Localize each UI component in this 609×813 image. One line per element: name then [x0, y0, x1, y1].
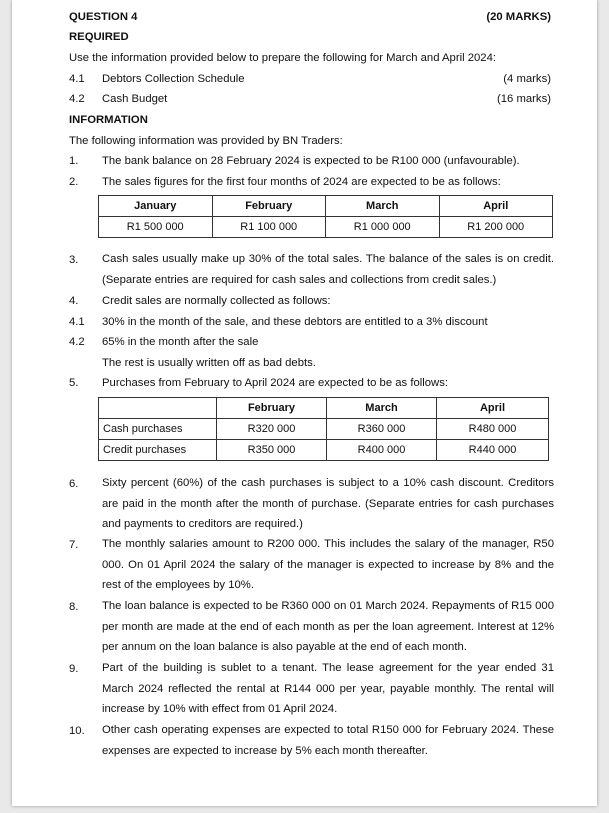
information-heading: INFORMATION	[69, 114, 148, 126]
required-item-marks: (16 marks)	[497, 93, 551, 105]
item-text: 65% in the month after the sale	[102, 336, 259, 348]
required-item-num: 4.2	[69, 93, 85, 105]
item-number: 3.	[69, 254, 79, 266]
item-number: 4.2	[69, 336, 85, 348]
sales-value: R1 100 000	[212, 217, 326, 238]
sales-header: April	[439, 196, 553, 217]
item-number: 8.	[69, 601, 79, 613]
table-row	[99, 419, 549, 440]
sales-value: R1 500 000	[99, 217, 213, 238]
sales-header: February	[212, 196, 326, 217]
item-text: The monthly salaries amount to R200 000. This includes the salary of the manager, R50 000. On 01 April 2024 the salary of the manager is expected to increase by 8% and the rest of the employees by 10%.	[102, 538, 554, 592]
sales-header: January	[99, 196, 213, 217]
purchases-table	[98, 397, 549, 461]
purchases-header: April	[437, 398, 549, 419]
required-intro: Use the information provided below to prepare the following for March and April 2024:	[69, 52, 497, 64]
required-item-num: 4.1	[69, 73, 85, 85]
purchases-value: R320 000	[217, 419, 327, 440]
question-marks: (20 MARKS)	[486, 11, 551, 23]
item-number: 1.	[69, 155, 79, 167]
purchases-value: R350 000	[217, 440, 327, 461]
item-number: 9.	[69, 663, 79, 675]
item-text: The sales figures for the first four months of 2024 are expected to be as follows:	[102, 176, 501, 188]
item-text: 30% in the month of the sale, and these debtors are entitled to a 3% discount	[102, 316, 488, 328]
item-text: Part of the building is sublet to a tenant. The lease agreement for the year ended 31 March 2024 reflected the rental at R144 000 per year, payable monthly. The rental will increase by 10% with effect from 01 April 2024.	[102, 662, 554, 716]
item-text: Credit sales are normally collected as follows:	[102, 295, 331, 307]
purchases-value: R360 000	[327, 419, 437, 440]
sales-header: March	[326, 196, 440, 217]
purchases-value: R480 000	[437, 419, 549, 440]
required-item-marks: (4 marks)	[503, 73, 551, 85]
purchases-value: R440 000	[437, 440, 549, 461]
required-item-label: Cash Budget	[102, 93, 168, 105]
table-row	[99, 440, 549, 461]
purchases-row-label: Credit purchases	[99, 440, 217, 461]
information-intro: The following information was provided by BN Traders:	[69, 135, 343, 147]
item-text: The bank balance on 28 February 2024 is expected to be R100 000 (unfavourable).	[102, 155, 520, 167]
item-number: 4.	[69, 295, 79, 307]
purchases-header	[99, 398, 217, 419]
purchases-value: R400 000	[327, 440, 437, 461]
item-number: 6.	[69, 478, 79, 490]
item-number: 10.	[69, 725, 85, 737]
item-text: Other cash operating expenses are expected to total R150 000 for February 2024. These expenses are expected to increase by 5% each month thereafter.	[102, 724, 554, 757]
item-text: Purchases from February to April 2024 are expected to be as follows:	[102, 377, 448, 389]
item-text: The rest is usually written off as bad debts.	[102, 357, 316, 369]
item-text: Sixty percent (60%) of the cash purchases is subject to a 10% cash discount. Creditors are paid in the month after the month of purchase. (Separate entries for cash purchases and payments to creditors are required.)	[102, 477, 554, 531]
sales-table	[98, 195, 553, 238]
item-number: 4.1	[69, 316, 85, 328]
item-text: The loan balance is expected to be R360 000 on 01 March 2024. Repayments of R15 000 per month are made at the end of each month as per the loan agreement. Interest at 12% per annum on the loan balance is also payable at the end of each month.	[102, 600, 554, 654]
item-number: 5.	[69, 377, 79, 389]
purchases-header: March	[327, 398, 437, 419]
purchases-row-label: Cash purchases	[99, 419, 217, 440]
required-heading: REQUIRED	[69, 31, 129, 43]
item-number: 2.	[69, 176, 79, 188]
sales-value: R1 200 000	[439, 217, 553, 238]
question-title: QUESTION 4	[69, 11, 138, 23]
sales-value: R1 000 000	[326, 217, 440, 238]
item-text: Cash sales usually make up 30% of the total sales. The balance of the sales is on credit. (Separate entries are required for cash sales and collections from credit sales.)	[102, 253, 554, 286]
document-page	[12, 0, 597, 806]
item-number: 7.	[69, 539, 79, 551]
purchases-header: February	[217, 398, 327, 419]
required-item-label: Debtors Collection Schedule	[102, 73, 245, 85]
